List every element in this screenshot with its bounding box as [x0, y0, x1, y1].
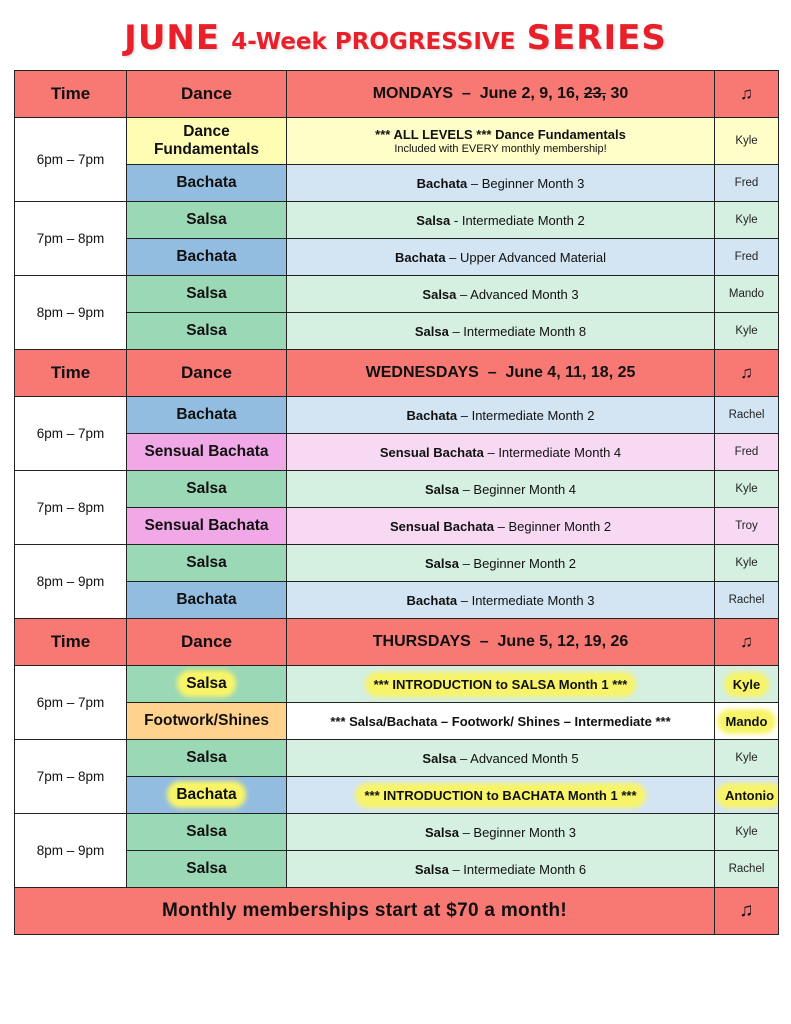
- highlighted-instructor: Antonio: [719, 786, 779, 805]
- class-description: [287, 582, 715, 619]
- class-detail: – Beginner Month 4: [458, 481, 577, 497]
- class-description: [287, 703, 715, 740]
- dance-cell: Sensual Bachata: [127, 434, 287, 471]
- class-description: [287, 471, 715, 508]
- time-header: Time: [15, 71, 127, 118]
- table-row: [15, 118, 779, 165]
- dash: –: [479, 633, 489, 650]
- class-description: [287, 239, 715, 276]
- instructor-cell: Rachel: [715, 582, 779, 619]
- music-note-icon: ♫: [715, 888, 779, 935]
- fund-line-2: Included with EVERY monthly membership!: [394, 142, 607, 155]
- thursday-day-header: [287, 619, 715, 666]
- class-style: Salsa: [414, 323, 449, 339]
- dance-cell: Salsa: [127, 545, 287, 582]
- dance-cell: Bachata: [127, 165, 287, 202]
- instructor-cell: Rachel: [715, 397, 779, 434]
- instructor-cell: Fred: [715, 434, 779, 471]
- class-description: [287, 851, 715, 888]
- day-label: WEDNESDAYS: [365, 364, 479, 381]
- table-row: [15, 545, 779, 582]
- schedule-table: [14, 70, 779, 935]
- class-detail: – Beginner Month 2: [458, 555, 577, 571]
- time-header: Time: [15, 619, 127, 666]
- title-middle: 4-Week PROGRESSIVE: [231, 29, 516, 55]
- class-text: *** Salsa/Bachata – Footwork/ Shines – Intermediate ***: [330, 713, 671, 729]
- class-detail: – Intermediate Month 6: [448, 861, 587, 877]
- time-slot: 6pm – 7pm: [15, 666, 127, 740]
- dance-cell: Dance Fundamentals: [127, 118, 287, 165]
- table-row: [15, 703, 779, 740]
- class-style: Bachata: [394, 249, 446, 265]
- highlighted-dance: Bachata: [170, 784, 242, 805]
- table-row: [15, 239, 779, 276]
- day-label: THURSDAYS: [372, 633, 471, 650]
- class-description: [287, 276, 715, 313]
- table-row: [15, 202, 779, 239]
- class-description: [287, 666, 715, 703]
- instructor-cell: Kyle: [715, 545, 779, 582]
- class-style: Bachata: [406, 592, 458, 608]
- table-row: [15, 777, 779, 814]
- time-slot: 6pm – 7pm: [15, 397, 127, 471]
- music-note-icon: ♫: [715, 71, 779, 118]
- dance-cell: Salsa: [127, 471, 287, 508]
- time-slot: 8pm – 9pm: [15, 276, 127, 350]
- class-description: [287, 814, 715, 851]
- class-description: [287, 508, 715, 545]
- class-detail: - Intermediate Month 2: [450, 212, 585, 228]
- table-row: [15, 397, 779, 434]
- instructor-cell: Kyle: [715, 471, 779, 508]
- class-style: Salsa: [422, 286, 457, 302]
- time-header: Time: [15, 350, 127, 397]
- instructor-cell: Kyle: [715, 814, 779, 851]
- wednesday-header-row: [15, 350, 779, 397]
- dance-cell: Salsa: [127, 814, 287, 851]
- thursday-header-row: [15, 619, 779, 666]
- class-detail: – Advanced Month 5: [456, 750, 579, 766]
- class-style: Bachata: [416, 175, 468, 191]
- class-description: [287, 202, 715, 239]
- class-description: [287, 165, 715, 202]
- title-end: SERIES: [526, 18, 667, 58]
- dance-cell: [127, 777, 287, 814]
- class-style: Salsa: [414, 861, 449, 877]
- class-style: Bachata: [406, 407, 458, 423]
- class-detail: – Advanced Month 3: [456, 286, 579, 302]
- dash: –: [487, 364, 497, 381]
- class-style: Salsa: [424, 481, 459, 497]
- music-note-icon: ♫: [715, 350, 779, 397]
- instructor-cell: Fred: [715, 165, 779, 202]
- class-description: [287, 777, 715, 814]
- footer-row: [15, 888, 779, 935]
- dance-cell: Bachata: [127, 239, 287, 276]
- instructor-cell: Kyle: [715, 740, 779, 777]
- dates: June 5, 12, 19, 26: [497, 633, 629, 650]
- day-label: MONDAYS: [372, 85, 454, 102]
- time-slot: 8pm – 9pm: [15, 545, 127, 619]
- dance-cell: Salsa: [127, 276, 287, 313]
- title-month: JUNE: [124, 18, 221, 58]
- table-row: [15, 814, 779, 851]
- table-row: [15, 313, 779, 350]
- class-style: Sensual Bachata: [389, 518, 494, 534]
- dance-cell: Salsa: [127, 740, 287, 777]
- class-style: Salsa: [424, 824, 459, 840]
- class-detail: – Beginner Month 3: [467, 175, 585, 191]
- class-style: Salsa: [422, 750, 457, 766]
- wednesday-day-header: [287, 350, 715, 397]
- table-row: [15, 851, 779, 888]
- class-style: Sensual Bachata: [379, 444, 484, 460]
- class-description: [287, 434, 715, 471]
- class-description: [287, 397, 715, 434]
- membership-note: Monthly memberships start at $70 a month!: [15, 888, 715, 935]
- dates-cancelled: 23,: [583, 85, 607, 102]
- table-row: [15, 276, 779, 313]
- highlighted-instructor: Mando: [720, 712, 774, 731]
- table-row: [15, 582, 779, 619]
- instructor-cell: Kyle: [715, 202, 779, 239]
- highlighted-description: *** INTRODUCTION to SALSA Month 1 ***: [368, 675, 634, 694]
- instructor-cell: [715, 666, 779, 703]
- highlighted-instructor: Kyle: [727, 675, 766, 694]
- instructor-cell: [715, 777, 779, 814]
- class-style: Salsa: [424, 555, 459, 571]
- dance-cell: Bachata: [127, 397, 287, 434]
- class-detail: – Intermediate Month 2: [457, 407, 595, 423]
- table-row: [15, 434, 779, 471]
- class-detail: – Beginner Month 2: [493, 518, 612, 534]
- table-row: [15, 740, 779, 777]
- dance-cell: Bachata: [127, 582, 287, 619]
- class-detail: – Upper Advanced Material: [445, 249, 606, 265]
- page-title: [0, 18, 791, 58]
- dance-cell: Sensual Bachata: [127, 508, 287, 545]
- class-description: [287, 545, 715, 582]
- instructor-cell: Kyle: [715, 313, 779, 350]
- music-note-icon: ♫: [715, 619, 779, 666]
- class-detail: – Intermediate Month 3: [457, 592, 595, 608]
- time-slot: 7pm – 8pm: [15, 202, 127, 276]
- dates-end: 30: [610, 85, 629, 102]
- class-detail: – Intermediate Month 8: [448, 323, 587, 339]
- dance-cell: Salsa: [127, 851, 287, 888]
- dance-cell: Salsa: [127, 313, 287, 350]
- class-detail: – Beginner Month 3: [458, 824, 577, 840]
- instructor-cell: [715, 703, 779, 740]
- dash: –: [461, 85, 471, 102]
- instructor-cell: Fred: [715, 239, 779, 276]
- highlighted-dance: Salsa: [180, 673, 233, 694]
- class-description: [287, 740, 715, 777]
- time-slot: 8pm – 9pm: [15, 814, 127, 888]
- dance-cell: Footwork/Shines: [127, 703, 287, 740]
- table-row: [15, 508, 779, 545]
- time-slot: 7pm – 8pm: [15, 471, 127, 545]
- highlighted-description: *** INTRODUCTION to BACHATA Month 1 ***: [358, 786, 642, 805]
- time-slot: 6pm – 7pm: [15, 118, 127, 202]
- class-description: [287, 313, 715, 350]
- class-detail: – Intermediate Month 4: [483, 444, 622, 460]
- class-description: [287, 118, 715, 165]
- dance-cell: [127, 666, 287, 703]
- time-slot: 7pm – 8pm: [15, 740, 127, 814]
- class-style: Salsa: [416, 212, 451, 228]
- dates: June 2, 9, 16,: [479, 85, 580, 102]
- instructor-cell: Kyle: [715, 118, 779, 165]
- instructor-cell: Rachel: [715, 851, 779, 888]
- table-row: [15, 471, 779, 508]
- dates: June 4, 11, 18, 25: [505, 364, 636, 381]
- instructor-cell: Mando: [715, 276, 779, 313]
- dance-header: Dance: [127, 71, 287, 118]
- monday-day-header: [287, 71, 715, 118]
- instructor-cell: Troy: [715, 508, 779, 545]
- dance-header: Dance: [127, 619, 287, 666]
- table-row: [15, 666, 779, 703]
- dance-cell: Salsa: [127, 202, 287, 239]
- fund-line-1: *** ALL LEVELS *** Dance Fundamentals: [375, 126, 626, 142]
- monday-header-row: [15, 71, 779, 118]
- table-row: [15, 165, 779, 202]
- dance-header: Dance: [127, 350, 287, 397]
